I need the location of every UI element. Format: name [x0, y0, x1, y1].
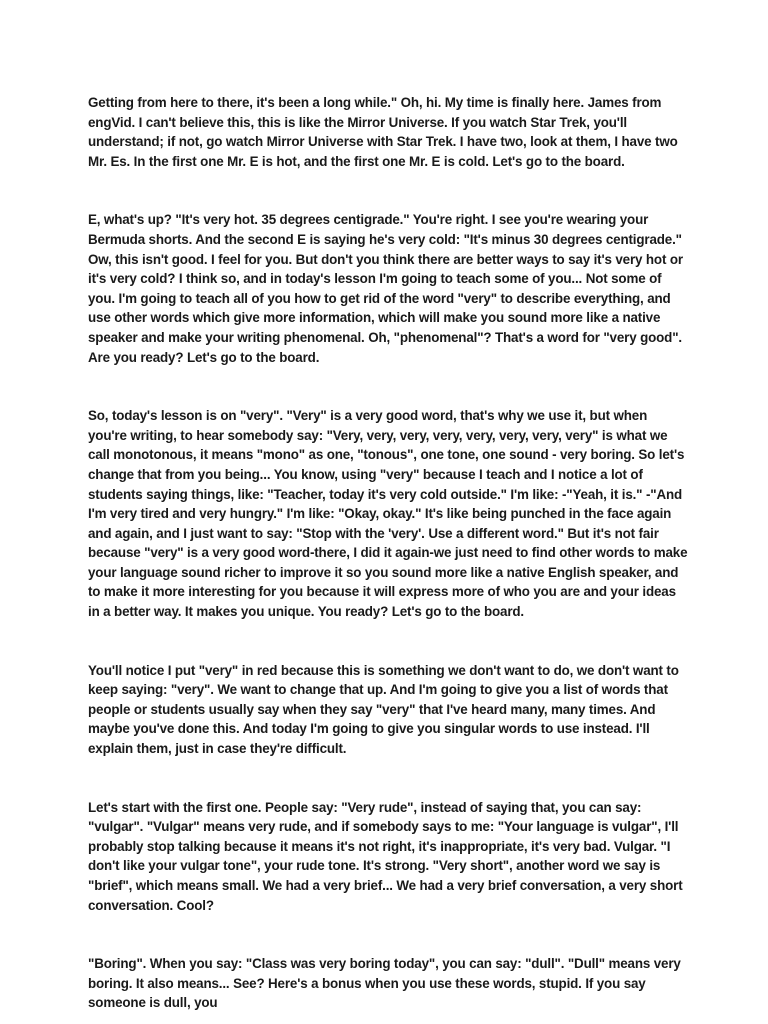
paragraph-hot-cold: E, what's up? "It's very hot. 35 degrees centigrade." You're right. I see you're wearing your Bermuda shorts. And the second E is saying he's very cold: "It's minus 30 degrees centigrade." Ow, this isn't good. I feel for you. But don't you think there are better ways to say it's very hot or it's very cold? I think so, and in today's lesson I'm going to teach some of you... Not some of you. I'm going to teach all of you how to get rid of the word "very" to describe everything, and use other words which give more information, which will make you sound more like a native speaker and make your writing phenomenal. Oh, "phenomenal"? That's a word for "very good". Are you ready? Let's go to the board.: [88, 212, 683, 365]
paragraph-red-very: You'll notice I put "very" in red because this is something we don't want to do, we don't want to keep saying: "very". We want to change that up. And I'm going to give you a list of words that people or students usually say when they say "very" that I've heard many, many times. And maybe you've done this. And today I'm going to give you singular words to use instead. I'll explain them, just in case they're difficult.: [88, 662, 679, 757]
document-page: [88, 93, 688, 1013]
paragraph-vulgar-brief: Let's start with the first one. People say: "Very rude", instead of saying that, you can say: "vulgar". "Vulgar" means very rude, and if somebody says to me: "Your language is vulgar", I'll probably stop talking because it means it's not right, it's inappropriate, it's very bad. Vulgar. "I don't like your vulgar tone", your rude tone. It's strong. "Very short", another word we say is "brief", which means small. We had a very brief... We had a very brief conversation, a very short conversation. Cool?: [88, 799, 683, 913]
paragraph-lesson-very: So, today's lesson is on "very". "Very" is a very good word, that's why we use it, but when you're writing, to hear somebody say: "Very, very, very, very, very, very, very, very" is what we call monotonous, it means "mono" as one, "tonous", one tone, one sound - very boring. So let's change that from you being... You know, using "very" because I teach and I notice a lot of students saying things, like: "Teacher, today it's very cold outside." I'm like: -"Yeah, it is." -"And I'm very tired and very hungry." I'm like: "Okay, okay." It's like being punched in the face again and again, and I just want to say: "Stop with the 'very'. Use a different word." But it's not fair because "very" is a very good word-there, I did it again-we just need to find other words to make your language sound richer to improve it so you sound more like a native English speaker, and to make it more interesting for you because it will express more of who you are and your ideas in a better way. It makes you unique. You ready? Let's go to the board.: [88, 408, 688, 620]
paragraph-boring-dull: "Boring". When you say: "Class was very boring today", you can say: "dull". "Dull" means very boring. It also means... See? Here's a bonus when you use these words, stupid. If you say someone is dull, you: [88, 956, 681, 1011]
paragraph-intro: Getting from here to there, it's been a long while." Oh, hi. My time is finally here. James from engVid. I can't believe this, this is like the Mirror Universe. If you watch Star Trek, you'll understand; if not, go watch Mirror Universe with Star Trek. I have two, look at them, I have two Mr. Es. In the first one Mr. E is hot, and the first one Mr. E is cold. Let's go to the board.: [88, 95, 678, 169]
